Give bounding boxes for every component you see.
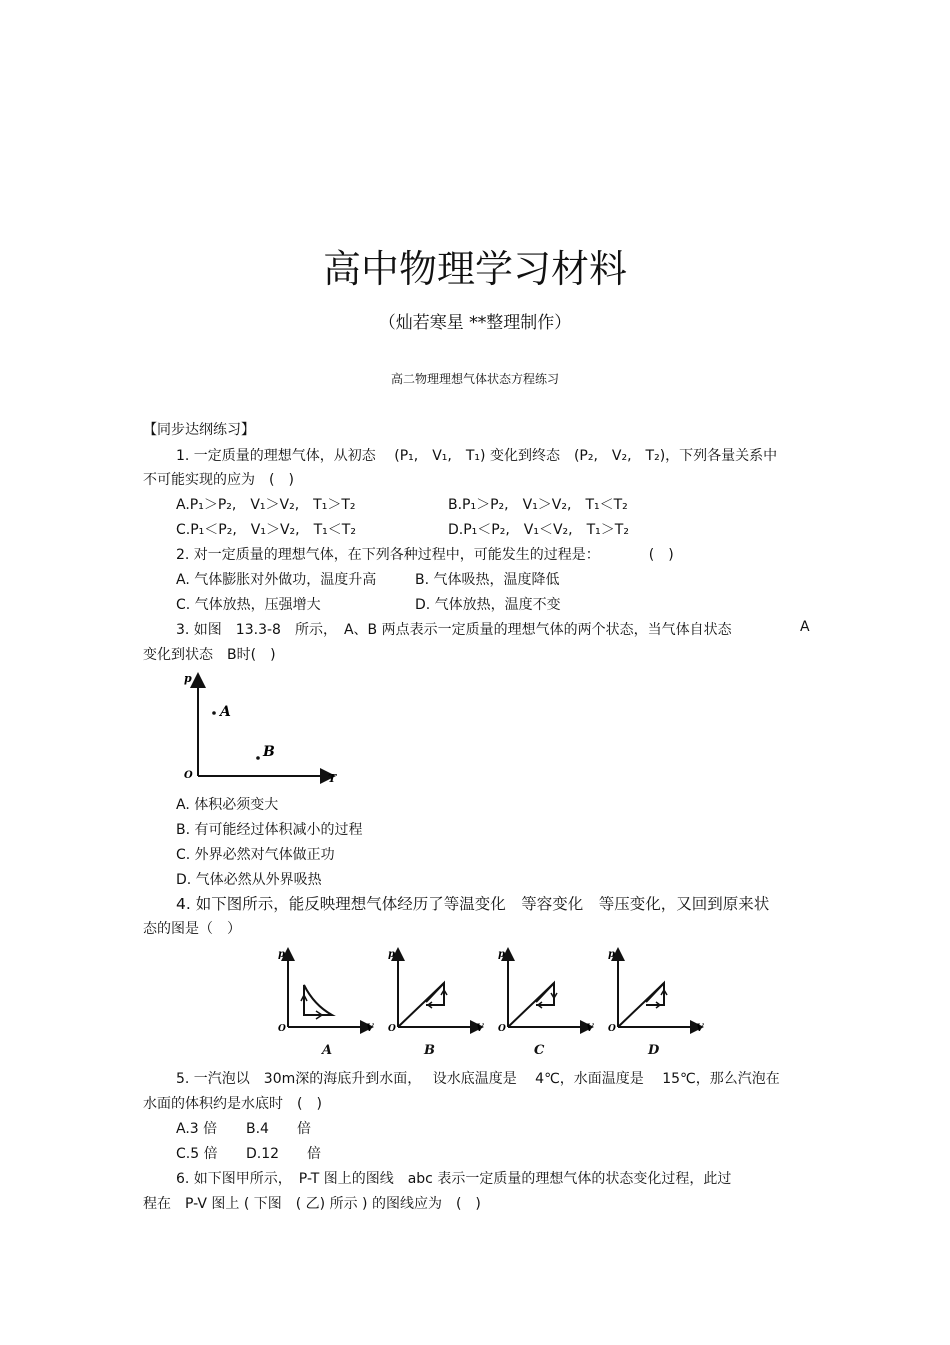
q2-line1: 2. 对一定质量的理想气体，在下列各种过程中，可能发生的过程是： ( ) (176, 547, 674, 563)
q4b-origin: O (388, 1024, 396, 1034)
q4-label-c: C (534, 1043, 545, 1058)
q1-line1: 1. 一定质量的理想气体，从初态 (P₁, V₁, T₁) 变化到终态 (P₂, V₂, T₂)，下列各量关系中 (176, 448, 778, 464)
section-label: 【同步达纲练习】 (143, 422, 255, 438)
q6-line2: 程在 P-V 图上 ( 下图 ( 乙) 所示 ) 的图线应为 ( ) (143, 1196, 481, 1212)
q4-label-d: D (648, 1043, 660, 1058)
q4-graph-c (494, 945, 594, 1035)
q3-axis-p: p (184, 672, 192, 685)
q3-point-b (256, 756, 260, 760)
q3-line1-end: A (800, 619, 810, 635)
q1-option-b: B.P₁＞P₂, V₁＞V₂, T₁＜T₂ (448, 497, 628, 513)
q4d-axis-v: V (696, 1023, 704, 1034)
q4a-origin: O (278, 1024, 286, 1034)
q4-line2: 态的图是（ ） (143, 921, 241, 937)
q3-line2: 变化到状态 B时( ) (143, 647, 276, 663)
q3-point-a (212, 711, 216, 715)
q1-option-d: D.P₁＜P₂, V₁＜V₂, T₁＞T₂ (448, 522, 629, 538)
q5-option-d: D.12 倍 (246, 1146, 322, 1162)
q4-line1: 4. 如下图所示，能反映理想气体经历了等温变化 等容变化 等压变化，又回到原来状 (176, 895, 770, 913)
q5-line1: 5. 一汽泡以 30m深的海底升到水面， 设水底温度是 4℃，水面温度是 15℃，那么汽泡在 (176, 1071, 780, 1087)
q4b-axis-p: p (388, 949, 395, 960)
q3-label-a: A (220, 704, 231, 720)
q1-option-c: C.P₁＜P₂, V₁＞V₂, T₁＜T₂ (176, 522, 356, 538)
q5-option-c: C.5 倍 (176, 1146, 218, 1162)
q3-option-c: C. 外界必然对气体做正功 (176, 847, 335, 863)
page-title: 高中物理学习材料 (322, 247, 627, 291)
q2-option-c: C. 气体放热，压强增大 (176, 597, 321, 613)
q1-line2: 不可能实现的应为 ( ) (143, 472, 294, 488)
q4-label-b: B (424, 1043, 435, 1058)
q5-line2: 水面的体积约是水底时 ( ) (143, 1096, 322, 1112)
q6-line1: 6. 如下图甲所示， P-T 图上的图线 abc 表示一定质量的理想气体的状态变化过程，此过 (176, 1171, 732, 1187)
q5-option-a: A.3 倍 (176, 1121, 218, 1137)
q4a-axis-p: p (278, 949, 285, 960)
exercise-heading: 高二物理理想气体状态方程练习 (390, 372, 559, 386)
q3-line1: 3. 如图 13.3-8 所示， A、B 两点表示一定质量的理想气体的两个状态，当气体自状态 (176, 622, 732, 638)
q2-option-d: D. 气体放热，温度不变 (415, 597, 561, 613)
q4-graph-b (384, 945, 484, 1035)
q3-option-d: D. 气体必然从外界吸热 (176, 872, 322, 888)
q4d-axis-p: p (608, 949, 615, 960)
q5-option-b: B.4 倍 (246, 1121, 311, 1137)
q1-option-a: A.P₁＞P₂, V₁＞V₂, T₁＞T₂ (176, 497, 356, 513)
q3-label-b: B (263, 744, 275, 760)
q3-option-b: B. 有可能经过体积减小的过程 (176, 822, 363, 838)
q4c-origin: O (498, 1024, 506, 1034)
q4c-axis-p: p (498, 949, 505, 960)
q4a-axis-v: V (366, 1023, 374, 1034)
q2-option-a: A. 气体膨胀对外做功，温度升高 (176, 572, 377, 588)
q4c-axis-v: V (586, 1023, 594, 1034)
q3-option-a: A. 体积必须变大 (176, 797, 279, 813)
q4d-origin: O (608, 1024, 616, 1034)
q4b-axis-v: V (476, 1023, 484, 1034)
q3-axis-t: T (328, 772, 337, 785)
q4-label-a: A (322, 1043, 333, 1058)
q4-graph-d (604, 945, 704, 1035)
q3-pt-graph (170, 668, 350, 786)
q3-origin: O (184, 770, 193, 781)
q4-graph-a (274, 945, 374, 1035)
page-subtitle: （灿若寒星 **整理制作） (378, 313, 572, 333)
q2-option-b: B. 气体吸热，温度降低 (415, 572, 560, 588)
